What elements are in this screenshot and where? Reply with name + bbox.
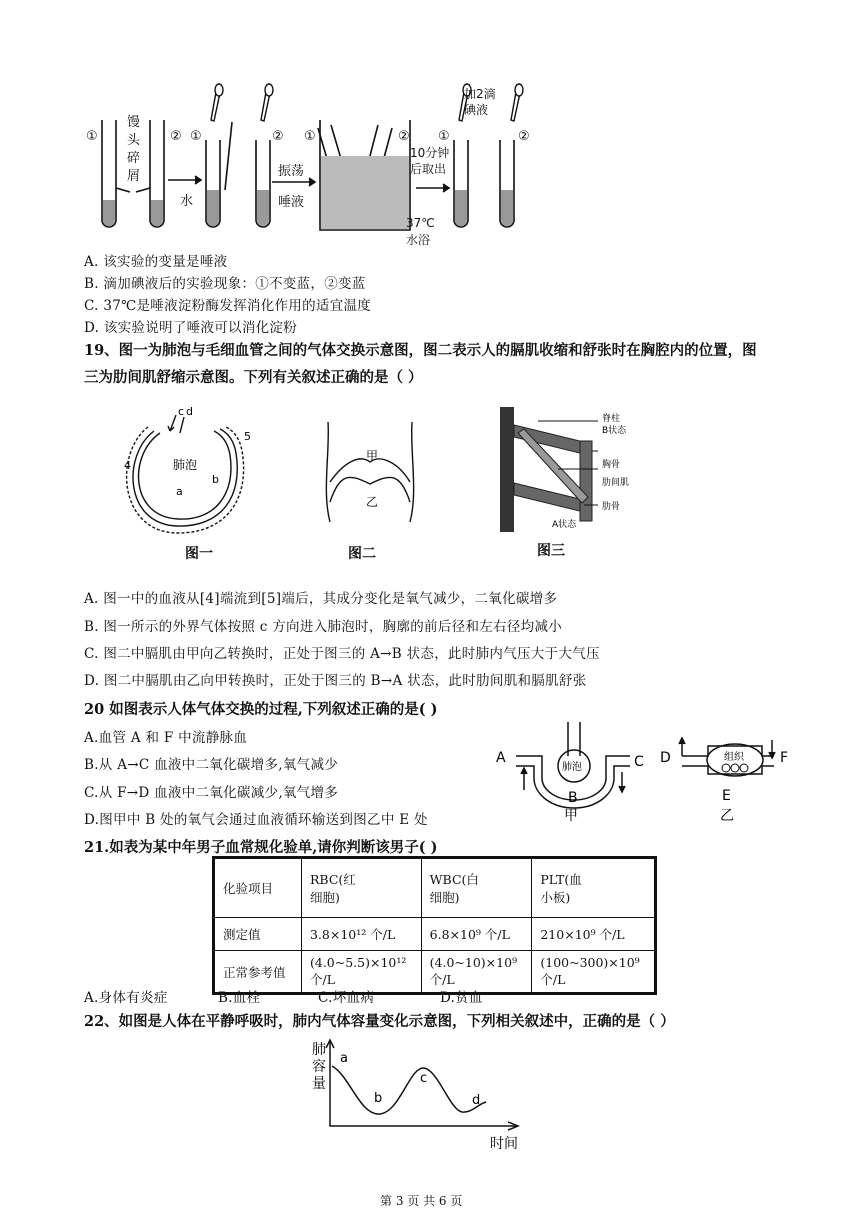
tube-label-1c: ① [304,129,316,144]
tube-label-1b: ① [190,129,202,144]
tube-label-2: ② [170,129,182,144]
n4-label: 4 [124,459,131,472]
tube-label-2d: ② [518,129,530,144]
fig3-caption: 图三 [537,543,565,559]
q18-option-d: D. 该实验说明了唾液可以消化淀粉 [84,320,298,336]
shake-label: 振荡 [278,164,305,179]
time-label-0: 10分钟 [410,146,450,160]
tube-label-2c: ② [398,129,410,144]
table-row [214,951,656,994]
point-d: d [472,1093,481,1108]
iodine-label-1: 碘液 [464,103,489,117]
header-wbc-line2: 细胞) [429,890,460,905]
label-F: F [780,750,789,766]
n5-label: 5 [244,430,251,443]
ylabel-2: 量 [312,1076,326,1092]
row2-label: 正常参考值 [214,951,302,994]
xlabel: 时间 [490,1136,518,1152]
q21-stem: 21.如表为某中年男子血常规化验单,请你判断该男子( ) [84,839,438,856]
fig1-caption: 图一 [185,546,213,562]
label-alveolus: 肺泡 [562,762,582,773]
q20-option-d: D.图甲中 B 处的氧气会通过血液循环输送到图乙中 E 处 [84,812,428,828]
header-wbc-line1: WBC(白 [429,872,479,887]
row2-plt: (100~300)×10⁹ 个/L [532,951,656,994]
bread-label-1: 头 [127,133,141,148]
label-tissue: 组织 [724,752,744,763]
q19-option-c: C. 图二中膈肌由甲向乙转换时，正处于图三的 A→B 状态，此时肺内气压大于大气压 [84,646,600,662]
temp-label-1: 水浴 [406,233,431,247]
tube-label-1d: ① [438,129,450,144]
iodine-label-0: 加2滴 [464,87,496,101]
point-b: b [374,1091,383,1106]
rib-figure [498,405,678,535]
table-row [214,918,656,951]
starch-experiment-figure [80,80,550,255]
q18-option-b: B. 滴加碘液后的实验现象：①不变蓝，②变蓝 [84,276,366,292]
q19-option-d: D. 图二中膈肌由乙向甲转换时，正处于图三的 B→A 状态，此时肋间肌和膈肌舒张 [84,673,587,689]
label-B: B [568,790,578,806]
sternum-label: 胸骨 [602,460,621,470]
diaphragm-figure [320,412,420,532]
blood-test-table [212,856,657,995]
q20-option-a: A.血管 A 和 F 中流静脉血 [84,730,248,746]
stateA-label: A状态 [552,520,577,530]
label-jia: 甲 [564,808,578,824]
header-item: 化验项目 [214,858,302,918]
row2-wbc: (4.0~10)×10⁹ 个/L [421,951,532,994]
q20-option-b: B.从 A→C 血液中二氧化碳增多,氧气减少 [84,757,339,773]
header-wbc [421,858,532,918]
header-plt-line1: PLT(血 [540,872,582,887]
saliva-label: 唾液 [278,195,305,210]
q20-option-c: C.从 F→D 血液中二氧化碳减少,氧气增多 [84,785,339,801]
time-label-1: 后取出 [410,162,447,176]
q21-option-d: D.贫血 [440,990,483,1006]
header-rbc [302,858,422,918]
muscle-label: 肋间肌 [602,478,630,488]
q20-stem: 20 如图表示人体气体交换的过程,下列叙述正确的是( ) [84,701,438,718]
temp-label-0: 37℃ [406,216,435,230]
row1-rbc: 3.8×10¹² 个/L [302,918,422,951]
label-C: C [634,754,644,770]
yi-label: 乙 [366,495,379,509]
ylabel-0: 肺 [312,1042,326,1058]
row1-label: 测定值 [214,918,302,951]
q19-stem-line2: 三为肋间肌舒缩示意图。下列有关叙述正确的是（ ） [84,369,423,386]
alveolus-label: 肺泡 [173,458,198,472]
bread-label-3: 屑 [127,169,141,184]
fig2-caption: 图二 [348,546,376,562]
header-plt [532,858,656,918]
stateB-label: B状态 [602,426,627,436]
rib-label: 肋骨 [602,502,621,512]
q19-option-a: A. 图一中的血液从[4]端流到[5]端后，其成分变化是氧气减少，二氧化碳增多 [84,591,558,607]
row1-plt: 210×10⁹ 个/L [532,918,656,951]
label-D: D [660,750,671,766]
lung-volume-graph [300,1036,530,1154]
tube-label-2b: ② [272,129,284,144]
header-plt-line2: 小板) [540,890,571,905]
q18-option-a: A. 该实验的变量是唾液 [84,254,228,270]
tube-label-1: ① [86,129,98,144]
label-A: A [496,750,506,766]
row1-wbc: 6.8×10⁹ 个/L [421,918,532,951]
label-E: E [722,788,731,804]
q19-option-b: B. 图一所示的外界气体按照 c 方向进入肺泡时，胸廓的前后径和左右径均减小 [84,619,563,635]
d-label: d [186,405,193,418]
jia-label: 甲 [366,449,379,463]
spine-label: 脊柱 [602,414,621,424]
q21-option-a: A.身体有炎症 [84,990,168,1006]
row2-rbc: (4.0~5.5)×10¹² 个/L [302,951,422,994]
point-c: c [420,1071,428,1086]
q21-option-c: C.坏血病 [318,990,375,1006]
q21-option-b: B.血栓 [218,990,261,1006]
a-label: a [176,485,183,498]
point-a: a [340,1051,348,1066]
q22-stem: 22、如图是人体在平静呼吸时，肺内气体容量变化示意图，下列相关叙述中，正确的是（ ） [84,1013,675,1030]
gas-exchange-figure [494,716,804,826]
b-label: b [212,473,219,486]
alveolus-figure [118,405,268,535]
water-label: 水 [180,194,194,209]
header-rbc-line2: 细胞) [310,890,340,905]
header-rbc-line1: RBC(红 [310,872,356,887]
table-header-row [214,858,656,918]
ylabel-1: 容 [312,1059,326,1075]
q19-stem-line1: 19、图一为肺泡与毛细血管之间的气体交换示意图，图二表示人的膈肌收缩和舒张时在胸腔内的位置，图 [84,342,757,359]
bread-label-2: 碎 [127,151,141,166]
page-footer: 第 3 页 共 6 页 [380,1194,463,1208]
q18-option-c: C. 37℃是唾液淀粉酶发挥消化作用的适宜温度 [84,298,372,314]
label-yi: 乙 [720,808,734,824]
bread-label-0: 馒 [127,115,141,130]
c-label: c [178,405,185,418]
